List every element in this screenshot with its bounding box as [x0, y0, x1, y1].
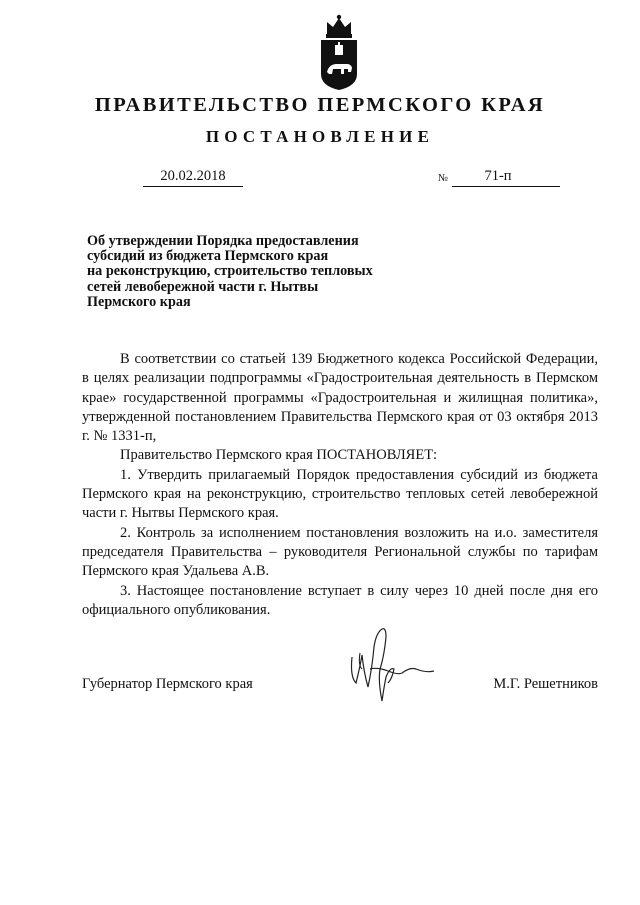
title-line: на реконструкцию, строительство тепловых: [87, 263, 373, 280]
preamble-block: [82, 350, 598, 620]
document-date: 20.02.2018: [160, 168, 226, 184]
title-line: Об утверждении Порядка предоставления: [87, 233, 359, 249]
title-line: сетей левобережной части г. Нытвы: [87, 278, 319, 295]
title-line: субсидий из бюджета Пермского края: [87, 248, 329, 265]
document-type: ПОСТАНОВЛЕНИЕ: [205, 127, 435, 146]
date-underline: [143, 186, 243, 187]
resolves-paragraph: Правительство Пермского края ПОСТАНОВЛЯЕТ:: [120, 447, 438, 464]
government-name: ПРАВИТЕЛЬСТВО ПЕРМСКОГО КРАЯ: [94, 94, 546, 116]
perm-krai-coat-of-arms-icon: [315, 12, 363, 92]
number-sign: №: [438, 173, 449, 184]
item-2-paragraph: 2. Контроль за исполнением постановления возложить на и.о. заместителя председателя Правительства – руководителя Региональной службы по тарифам Пермского края Удальева А.В.: [82, 524, 598, 580]
title-line: Пермского края: [87, 293, 191, 310]
document-title: [87, 234, 417, 310]
signatory-role: Губернатор Пермского края: [82, 676, 253, 692]
document-number: 71-п: [484, 168, 512, 184]
item-1-paragraph: 1. Утвердить прилагаемый Порядок предоставления субсидий из бюджета Пермского края на реконструкцию, строительство тепловых сетей левобережной части г. Нытвы Пермского края.: [82, 466, 598, 522]
signatory-name: М.Г. Решетников: [493, 676, 598, 692]
number-underline: [452, 186, 560, 187]
item-3-paragraph: 3. Настоящее постановление вступает в силу через 10 дней после дня его официального опубликования.: [82, 582, 598, 618]
preamble-paragraph: В соответствии со статьей 139 Бюджетного кодекса Российской Федерации, в целях реализации подпрограммы «Градостроительная деятельность в Пермском крае» государственной программы «Градостроительная и жилищная политика», утвержденной постановлением Правительства Пермского края от 03 октября 2013 г. № 1331-п,: [82, 351, 598, 445]
handwritten-signature: [330, 617, 440, 709]
